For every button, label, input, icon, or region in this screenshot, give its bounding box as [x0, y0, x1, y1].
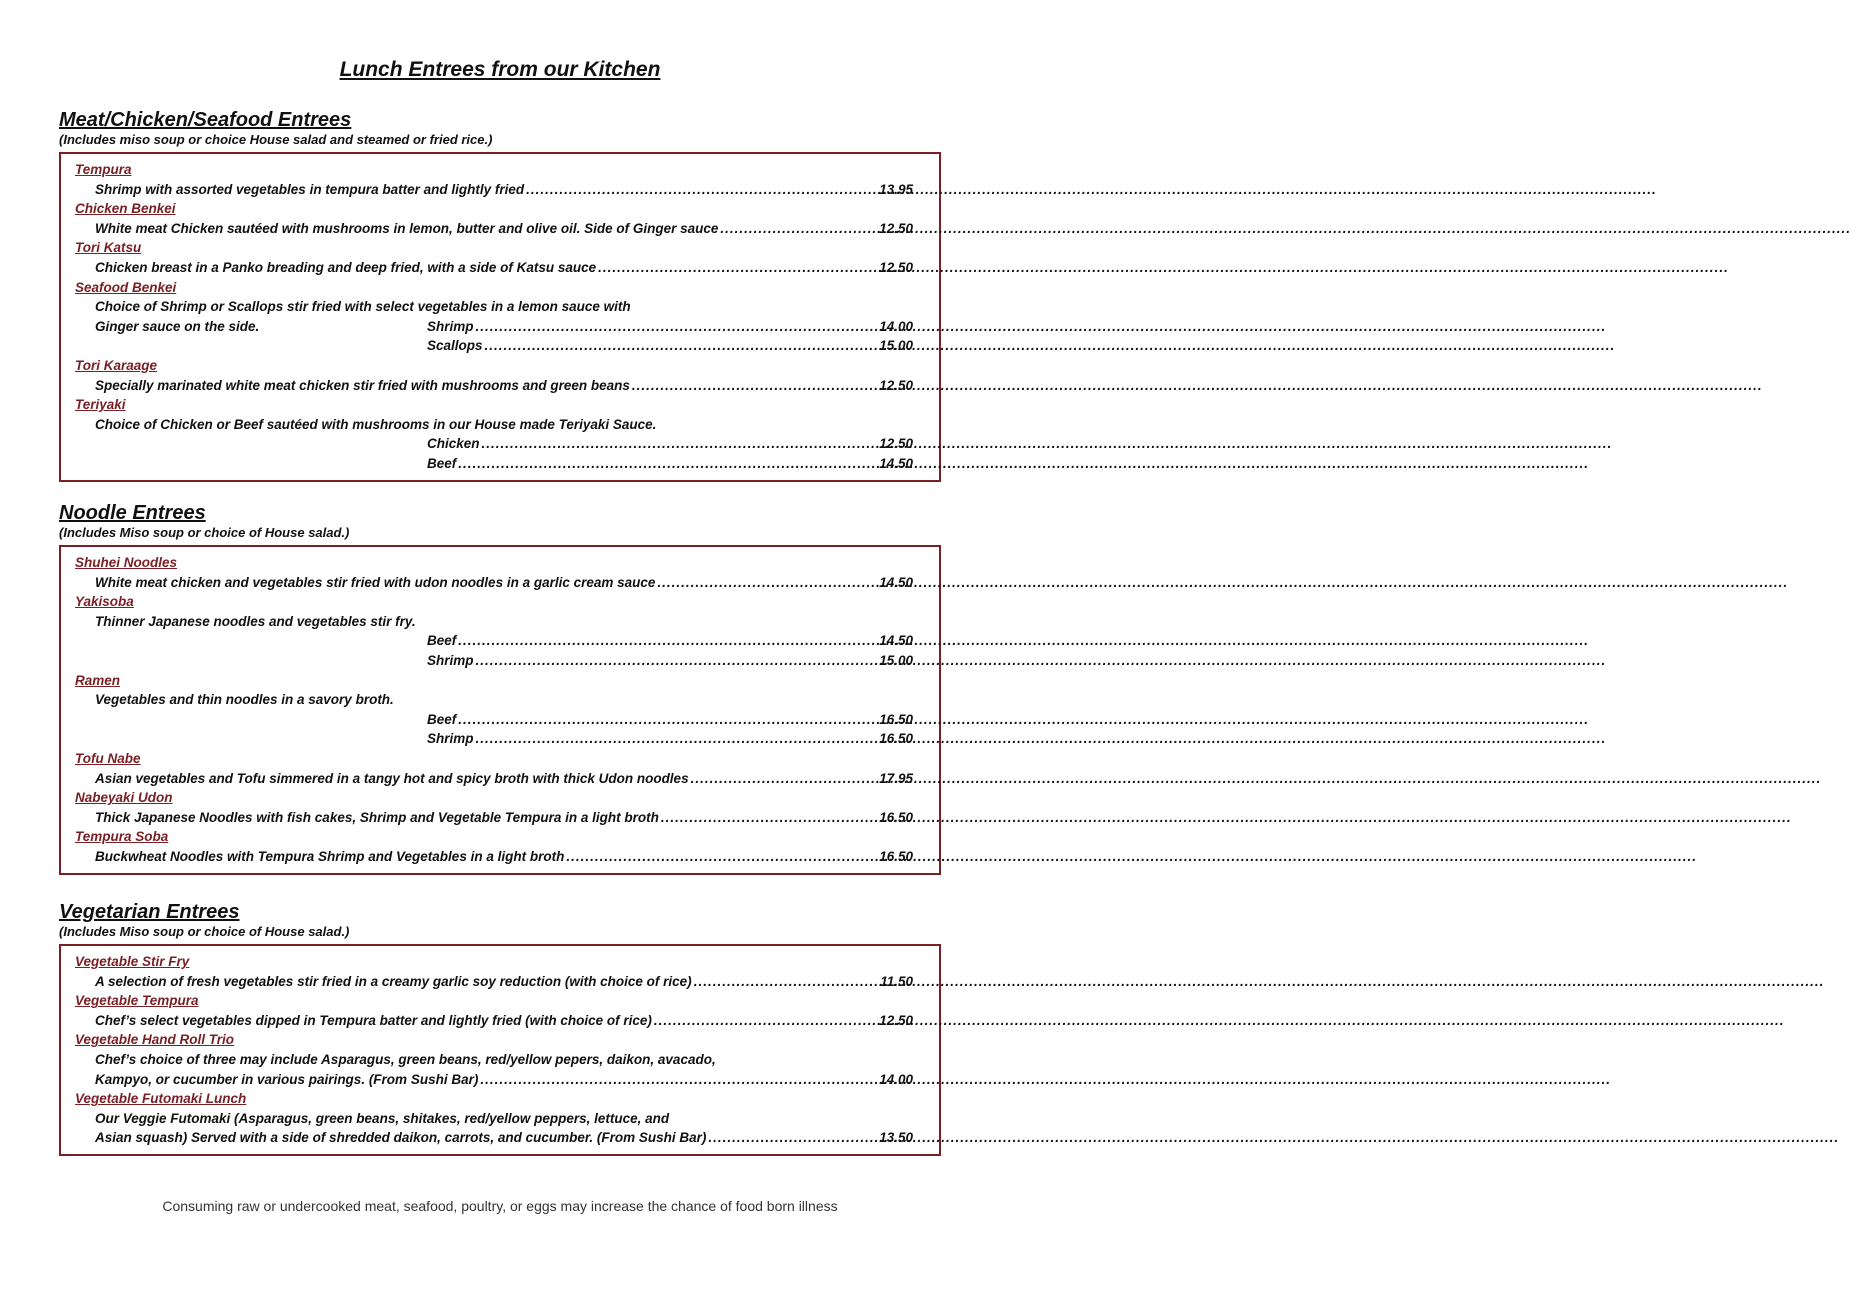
- menu-item-name: Tori Katsu: [75, 240, 142, 256]
- dot-leader: [657, 573, 861, 593]
- option-label: Shrimp: [427, 731, 474, 747]
- menu-item-price-line: [61, 847, 939, 867]
- menu-item-price-line: [61, 180, 939, 200]
- menu-item-description: Asian vegetables and Tofu simmered in a tangy hot and spicy broth with thick Udon noodles: [95, 770, 689, 786]
- menu-item-description: White meat chicken and vegetables stir fried with udon noodles in a garlic cream sauce: [95, 574, 656, 590]
- menu-item-name: Yakisoba: [75, 594, 134, 610]
- dot-leader: [458, 631, 861, 651]
- price: 13.95: [879, 181, 913, 197]
- price: 16.50: [879, 711, 913, 727]
- menu-item-description: Shrimp with assorted vegetables in tempura batter and lightly fried: [95, 181, 525, 197]
- price: 16.50: [879, 731, 913, 747]
- dot-leader: [458, 454, 861, 474]
- price: 16.50: [879, 848, 913, 864]
- section-note: (Includes Miso soup or choice of House salad.): [59, 525, 350, 540]
- menu-item-description: Asian squash) Served with a side of shredded daikon, carrots, and cucumber. (From Sushi Bar): [95, 1130, 707, 1146]
- menu-item-description: Chef’s select vegetables dipped in Tempura batter and lightly fried (with choice of rice): [95, 1012, 652, 1028]
- items-box: [59, 944, 941, 1156]
- menu-item-price-line: [61, 258, 939, 278]
- menu-item-description: [61, 1050, 939, 1070]
- menu-item-name: Tempura Soba: [75, 829, 169, 845]
- price: 14.00: [879, 318, 913, 334]
- menu-item-name: Nabeyaki Udon: [75, 790, 173, 806]
- option-label: Shrimp: [427, 652, 474, 668]
- price: 16.50: [879, 809, 913, 825]
- section-title: Noodle Entrees: [59, 502, 206, 524]
- menu-item-price-line: [61, 972, 939, 992]
- page-title: Lunch Entrees from our Kitchen: [339, 58, 661, 81]
- menu-item-name: Vegetable Stir Fry: [75, 954, 190, 969]
- menu-item-name: Teriyaki: [75, 397, 126, 413]
- option-label: Beef: [427, 455, 457, 471]
- price: 14.50: [879, 633, 913, 649]
- menu-item-description: Choice of Shrimp or Scallops stir fried with select vegetables in a lemon sauce with: [95, 299, 631, 315]
- dot-leader: [720, 219, 861, 239]
- dot-leader: [566, 847, 861, 867]
- price: 12.50: [879, 377, 913, 393]
- menu-item-name: Ramen: [75, 672, 121, 688]
- items-box: [59, 152, 941, 482]
- menu-item-price-line: [61, 573, 939, 593]
- menu-item-description: Buckwheat Noodles with Tempura Shrimp and Vegetables in a light broth: [95, 848, 565, 864]
- section-noodle: [59, 501, 941, 875]
- option-label: Beef: [427, 633, 457, 649]
- menu-item-price-line: [61, 651, 939, 671]
- menu-item-description: Chicken breast in a Panko breading and deep fried, with a side of Katsu sauce: [95, 259, 597, 275]
- section-meat-chicken-seafood: [59, 108, 941, 482]
- dot-leader: [661, 808, 861, 828]
- menu-item-description: Vegetables and thin noodles in a savory broth.: [95, 692, 394, 708]
- menu-item-description: Specially marinated white meat chicken stir fried with mushrooms and green beans: [95, 377, 630, 393]
- dot-leader: [694, 972, 861, 992]
- price: 15.00: [879, 338, 913, 354]
- option-label: Scallops: [427, 338, 483, 354]
- dot-leader: [691, 769, 861, 789]
- menu-item-price-line: [61, 376, 939, 396]
- menu-item-description: Thinner Japanese noodles and vegetables stir fry.: [95, 613, 416, 629]
- menu-item-description: [61, 415, 939, 435]
- dot-leader: [476, 317, 861, 337]
- price: 14.50: [879, 455, 913, 471]
- menu-item-description: Choice of Chicken or Beef sautéed with mushrooms in our House made Teriyaki Sauce.: [95, 416, 657, 432]
- menu-item-price-line: [61, 729, 939, 749]
- menu-item-price-line: [61, 219, 939, 239]
- dot-leader: [708, 1128, 861, 1148]
- section-title: Meat/Chicken/Seafood Entrees: [59, 109, 352, 131]
- price: 12.50: [879, 436, 913, 452]
- section-title: Vegetarian Entrees: [59, 901, 240, 923]
- section-note: (Includes Miso soup or choice of House salad.): [59, 924, 350, 939]
- price: 17.95: [879, 770, 913, 786]
- menu-item-price-line: [61, 808, 939, 828]
- menu-item-description: A selection of fresh vegetables stir fried in a creamy garlic soy reduction (with choice of rice): [95, 973, 692, 989]
- menu-item-name: Vegetable Tempura: [75, 993, 199, 1009]
- price: 14.00: [879, 1071, 913, 1087]
- option-label: Chicken: [427, 436, 480, 452]
- menu-item-description: Thick Japanese Noodles with fish cakes, Shrimp and Vegetable Tempura in a light broth: [95, 809, 659, 825]
- dot-leader: [526, 180, 861, 200]
- dot-leader: [485, 336, 861, 356]
- menu-item-description: Ginger sauce on the side.: [95, 318, 260, 334]
- menu-item-name: Tempura: [75, 162, 132, 177]
- section-vegetarian: [59, 900, 941, 1156]
- food-safety-notice: Consuming raw or undercooked meat, seafood, poultry, or eggs may increase the chance of food born illness: [162, 1198, 838, 1214]
- dot-leader: [482, 434, 861, 454]
- menu-item-description: Our Veggie Futomaki (Asparagus, green beans, shitakes, red/yellow peppers, lettuce, and: [95, 1110, 670, 1126]
- menu-item-name: Tori Karaage: [75, 357, 158, 373]
- menu-item-description: [61, 297, 939, 317]
- menu-item-price-line: [61, 434, 939, 454]
- items-box: [59, 545, 941, 875]
- menu-item-name: Chicken Benkei: [75, 201, 176, 217]
- menu-item-description: Kampyo, or cucumber in various pairings. (From Sushi Bar): [95, 1071, 479, 1087]
- dot-leader: [476, 651, 861, 671]
- price: 11.50: [880, 973, 913, 989]
- menu-item-price-line: [61, 1011, 939, 1031]
- dot-leader: [458, 710, 861, 730]
- menu-item-price-line: [61, 769, 939, 789]
- dot-leader: [654, 1011, 861, 1031]
- dot-leader: [476, 729, 861, 749]
- menu-item-description: [61, 612, 939, 632]
- menu-item-description: Chef’s choice of three may include Asparagus, green beans, red/yellow pepers, daikon, avacado,: [95, 1051, 716, 1067]
- menu-item-name: Shuhei Noodles: [75, 555, 178, 570]
- section-note: (Includes miso soup or choice House salad and steamed or fried rice.): [59, 132, 493, 147]
- menu-item-name: Tofu Nabe: [75, 750, 141, 766]
- menu-item-price-line: [61, 1128, 939, 1148]
- price: 12.50: [879, 1012, 913, 1028]
- menu-item-price-line: [61, 336, 939, 356]
- menu-item-price-line: [61, 454, 939, 474]
- price: 13.50: [879, 1130, 913, 1146]
- menu-item-price-line: [61, 1070, 939, 1090]
- dot-leader: [598, 258, 861, 278]
- price: 15.00: [879, 652, 913, 668]
- menu-item-price-line: [61, 631, 939, 651]
- dot-leader: [632, 376, 861, 396]
- price: 12.50: [879, 220, 913, 236]
- dot-leader: [480, 1070, 861, 1090]
- option-label: Beef: [427, 711, 457, 727]
- price: 12.50: [879, 259, 913, 275]
- menu-item-name: Vegetable Futomaki Lunch: [75, 1091, 247, 1107]
- price: 14.50: [879, 574, 913, 590]
- menu-item-description: White meat Chicken sautéed with mushrooms in lemon, butter and olive oil. Side of Ginger sauce: [95, 220, 719, 236]
- menu-item-name: Seafood Benkei: [75, 279, 177, 295]
- menu-item-description: [61, 690, 939, 710]
- menu-item-description: Shrimp: [427, 318, 474, 334]
- menu-item-price-line: [61, 710, 939, 730]
- menu-item-name: Vegetable Hand Roll Trio: [75, 1032, 235, 1048]
- menu-item-price-line: [61, 317, 939, 337]
- menu-item-description: [61, 1109, 939, 1129]
